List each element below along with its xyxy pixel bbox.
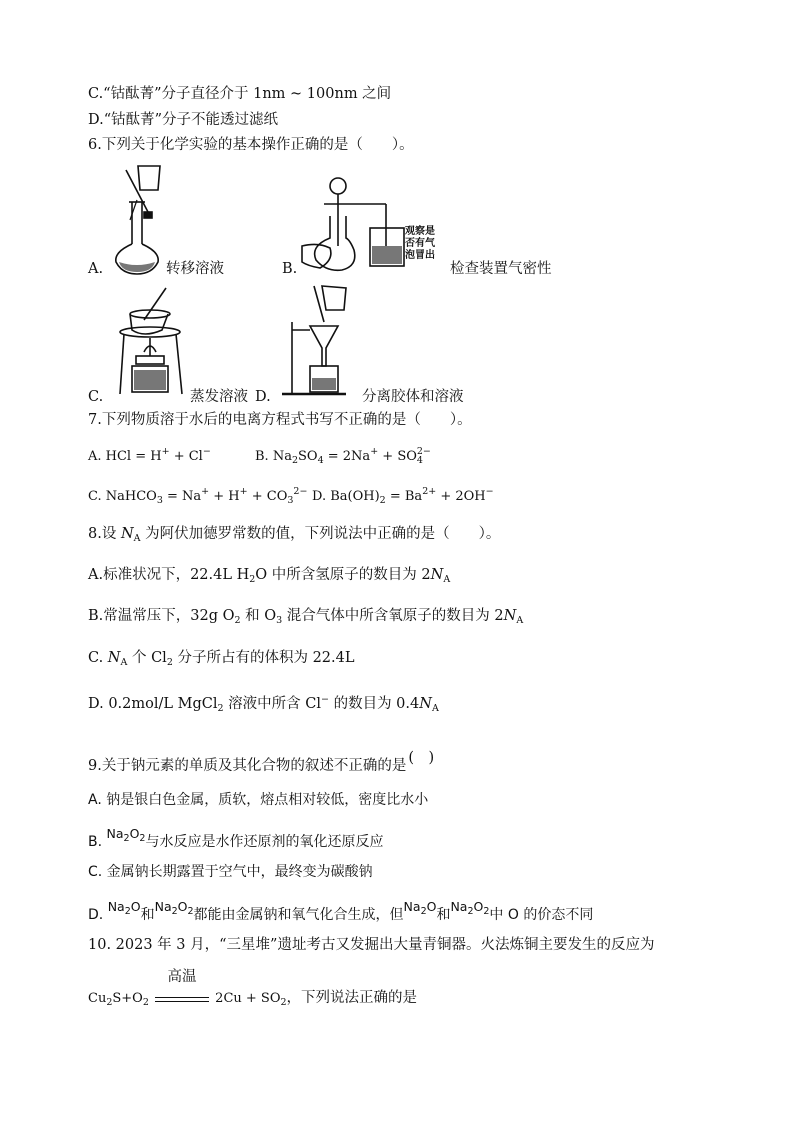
- superscript: −: [321, 694, 329, 705]
- q5-option-d: D.“钴酞菁”分子不能透过滤纸: [88, 112, 279, 128]
- option-text: O 中所含氢原子的数目为 2: [255, 567, 431, 583]
- q6-b-letter: B.: [282, 261, 298, 277]
- avogadro-symbol: N: [107, 650, 121, 666]
- subscript: 2: [249, 574, 256, 585]
- q7-option-b: [255, 442, 431, 471]
- answer-paren: ( ): [408, 750, 435, 766]
- q6-d-caption: 分离胶体和溶液: [362, 389, 464, 405]
- option-text: 的数目为 0.4: [328, 696, 420, 712]
- subscript: 2: [379, 495, 386, 506]
- formula-text: A. HCl = H: [88, 449, 162, 464]
- formula-text: 2Cu + SO: [215, 991, 281, 1006]
- superscript: +: [370, 446, 379, 457]
- superscript: −: [485, 486, 494, 497]
- avogadro-symbol: N: [120, 526, 134, 542]
- subscript: 4: [317, 455, 324, 466]
- formula-text: Cu: [88, 991, 107, 1006]
- option-letter: B.: [88, 834, 103, 850]
- figure-label-line: 观察是: [405, 226, 435, 237]
- subscript: 3: [156, 495, 163, 506]
- avogadro-symbol: N: [419, 696, 432, 712]
- subscript: A: [443, 574, 451, 585]
- formula-text: + 2OH: [436, 489, 486, 504]
- q7-option-a: [88, 442, 211, 467]
- q6-c-caption: 蒸发溶液: [190, 389, 248, 405]
- q6-b-figure-label: [405, 226, 435, 262]
- q7-stem: 7.下列物质溶于水后的电离方程式书写不正确的是（ ）。: [88, 412, 472, 428]
- option-text: C.: [88, 650, 108, 666]
- subscript: A: [120, 657, 128, 668]
- filtration-setup-figure: [274, 282, 364, 400]
- subscript: 2: [217, 703, 224, 714]
- option-letter: D.: [88, 907, 104, 923]
- figure-label-line: 否有气: [405, 238, 435, 249]
- subscript: 2: [291, 455, 298, 466]
- subscript: 3: [276, 615, 283, 626]
- formula-text: + CO: [247, 489, 288, 504]
- q9-option-d: [88, 899, 594, 930]
- option-text: 与水反应是水作还原剂的氧化还原反应: [145, 834, 384, 850]
- formula-text: D. Ba(OH): [312, 489, 380, 504]
- q10-equation: [88, 968, 418, 1013]
- option-text: 中 O 的价态不同: [489, 907, 594, 923]
- option-text: 都能由金属钠和氧气化合生成，但: [193, 907, 404, 923]
- avogadro-symbol: N: [430, 567, 444, 583]
- stem-text: ，下列说法正确的是: [286, 990, 418, 1006]
- formula-text: B. Na: [255, 449, 292, 464]
- superscript: 2−: [416, 446, 431, 457]
- na2o2-formula: $Na_2O_2$: [106, 826, 146, 844]
- formula-text: = Na: [162, 489, 202, 504]
- q5-option-c: C.“钴酞菁”分子直径介于 1nm ~ 100nm 之间: [88, 86, 392, 102]
- superscript: −: [202, 446, 211, 457]
- subscript: 3: [287, 495, 294, 506]
- figure-label-line: 泡冒出: [405, 250, 435, 261]
- volumetric-flask-figure: [108, 160, 168, 280]
- q8-option-b: [88, 606, 523, 631]
- q6-stem: 6.下列关于化学实验的基本操作正确的是（ ）。: [88, 137, 414, 153]
- option-text: 和 O: [240, 608, 277, 624]
- q9-option-b: [88, 826, 384, 857]
- option-text: 和: [436, 907, 451, 923]
- q9-stem: [88, 750, 435, 776]
- subscript: A: [133, 533, 141, 544]
- q9-option-a: A. 钠是银白色金属，质软，熔点相对较低，密度比水小: [88, 792, 429, 808]
- superscript: +: [201, 486, 210, 497]
- q8-option-d: [88, 690, 439, 719]
- formula-text: = Ba: [385, 489, 423, 504]
- q6-c-letter: C.: [88, 389, 104, 405]
- q6-d-letter: D.: [255, 389, 271, 405]
- option-text: D. 0.2mol/L MgCl: [88, 696, 218, 712]
- option-text: 分子所占有的体积为 22.4L: [172, 650, 355, 666]
- option-text: 混合气体中所含氧原子的数目为 2: [282, 608, 504, 624]
- option-text: A.标准状况下，22.4L H: [88, 567, 250, 583]
- subscript: A: [431, 703, 439, 714]
- reaction-condition-arrow: [153, 968, 211, 1009]
- q6-b-caption: 检查装置气密性: [450, 261, 552, 277]
- q6-a-caption: 转移溶液: [166, 261, 224, 277]
- superscript: 2+: [422, 486, 437, 497]
- q10-stem: 10. 2023 年 3 月，“三星堆”遗址考古又发掘出大量青铜器。火法炼铜主要发生的反应为: [88, 937, 655, 953]
- q7-option-d: [312, 482, 494, 511]
- q9-option-c: C. 金属钠长期露置于空气中，最终变为碳酸钠: [88, 864, 373, 880]
- formula-text: S+O: [112, 991, 143, 1006]
- subscript: 2: [234, 615, 241, 626]
- stem-text: 9.关于钠元素的单质及其化合物的叙述不正确的是: [88, 758, 407, 774]
- superscript: +: [239, 486, 248, 497]
- superscript: 2−: [293, 486, 308, 497]
- superscript: +: [161, 446, 170, 457]
- subscript: 2: [142, 997, 149, 1008]
- na2o-formula: $Na_2O$: [403, 899, 437, 917]
- na2o-formula: $Na_2O$: [107, 899, 141, 917]
- na2o2-formula: $Na_2O_2$: [450, 899, 490, 917]
- q6-a-letter: A.: [88, 261, 104, 277]
- formula-text: SO: [298, 449, 318, 464]
- reaction-condition: 高温: [167, 968, 197, 985]
- avogadro-symbol: N: [503, 608, 517, 624]
- option-text: 和: [140, 907, 155, 923]
- stem-text: 8.设: [88, 526, 121, 542]
- formula-text: + Cl: [169, 449, 203, 464]
- subscript: 2: [166, 657, 173, 668]
- subscript: A: [516, 615, 524, 626]
- formula-text: + SO: [378, 449, 417, 464]
- q8-stem: [88, 524, 500, 549]
- subscript: 2: [106, 997, 113, 1008]
- q8-option-a: [88, 565, 450, 590]
- option-text: 个 Cl: [127, 650, 167, 666]
- formula-text: = 2Na: [323, 449, 371, 464]
- na2o2-formula: $Na_2O_2$: [154, 899, 194, 917]
- evaporation-setup-figure: [114, 286, 190, 402]
- formula-text: C. NaHCO: [88, 489, 157, 504]
- option-text: B.常温常压下，32g O: [88, 608, 235, 624]
- q7-option-c: [88, 482, 307, 511]
- q8-option-c: [88, 648, 355, 673]
- stem-text: 为阿伏加德罗常数的值，下列说法中正确的是（ ）。: [140, 526, 501, 542]
- subscript: 2: [280, 997, 287, 1008]
- option-text: 溶液中所含 Cl: [223, 696, 321, 712]
- formula-text: + H: [209, 489, 240, 504]
- subscript: 4: [416, 455, 423, 466]
